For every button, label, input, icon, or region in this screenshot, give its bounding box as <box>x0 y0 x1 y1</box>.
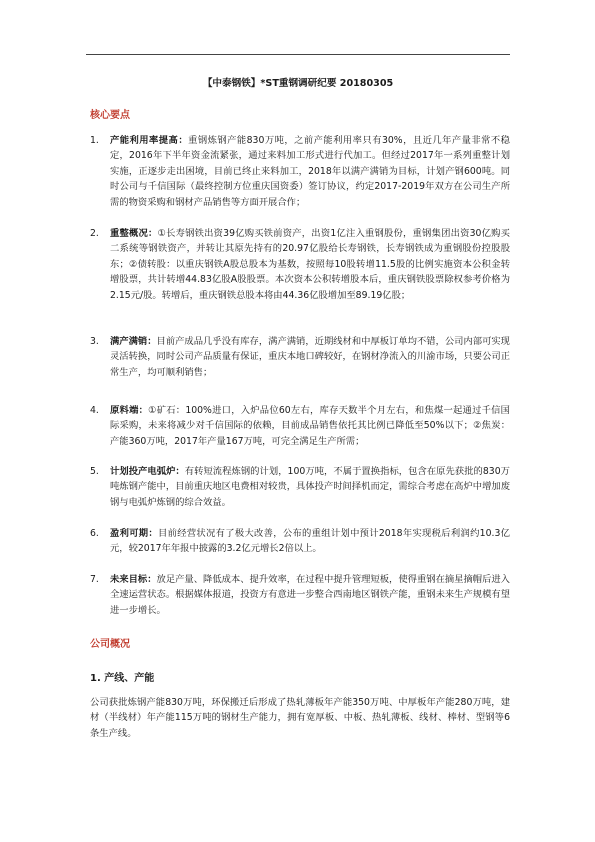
list-item <box>90 572 510 618</box>
item-text <box>110 526 510 557</box>
item-number: 5. <box>90 466 99 477</box>
item-number: 7. <box>90 574 99 585</box>
section-heading-core: 核心要点 <box>90 110 130 121</box>
item-body: 目前产成品几乎没有库存，满产满销，近期线材和中厚板订单均不错，公司内部可实现灵活转换，同时公司产品质量有保证，重庆本地口碑较好，在钢材净流入的川渝市场，只要公司正常生产，均可顺利销售； <box>110 336 510 378</box>
list-item <box>90 464 510 510</box>
section-heading-company: 公司概况 <box>90 639 130 650</box>
item-text <box>110 572 510 618</box>
item-number: 2. <box>90 228 99 239</box>
item-label: 未来目标： <box>110 574 157 585</box>
item-text <box>110 226 510 303</box>
list-item <box>90 133 510 210</box>
subsection-heading: 1. 产线、产能 <box>90 673 155 684</box>
list-item <box>90 334 510 380</box>
item-number: 3. <box>90 336 99 347</box>
item-text <box>110 334 510 380</box>
item-body: 有转短流程炼钢的计划，100万吨，不属于置换指标，包含在原先获批的830万吨炼钢产能中，目前重庆地区电费相对较贵，具体投产时间择机而定，需综合考虑在高炉中增加废钢与电弧炉炼钢的综合效益。 <box>110 466 510 508</box>
item-label: 盈利可期： <box>110 528 159 539</box>
item-body: ①矿石：100%进口，入炉品位60左右，库存天数半个月左右，和焦煤一起通过千信国际采购，未来将减少对千信国际的依赖，目前成品销售依托其比例已降低至50%以下；②焦炭：产能360万吨，2017年产量167万吨，可完全满足生产所需； <box>110 405 510 447</box>
item-text <box>110 464 510 510</box>
list-item <box>90 403 510 449</box>
item-label: 满产满销： <box>110 336 157 347</box>
header-rule <box>86 54 510 55</box>
body-paragraph: 公司获批炼钢产能830万吨，环保搬迁后形成了热轧薄板年产能350万吨、中厚板年产能280万吨，建材（半线材）年产能115万吨的钢材生产能力，拥有宽厚板、中板、热轧薄板、线材、棒材、型钢等6条生产线。 <box>90 697 510 739</box>
item-label: 重整概况： <box>110 228 158 239</box>
item-number: 1. <box>90 135 99 146</box>
document-title: 【中泰钢铁】*ST重钢调研纪要 20180305 <box>202 78 394 89</box>
item-label: 计划投产电弧炉： <box>110 466 185 477</box>
item-body: 重钢炼钢产能830万吨，之前产能利用率只有30%，且近几年产量非常不稳定，2016年下半年资金流紧张，通过来料加工形式进行代加工。但经过2017年一系列重整计划实施，正逐步走出困境，目前已终止来料加工，2018年以满产满销为目标，计划产钢600吨。同时公司与千信国际（最终控制方位重庆国资委）签订协议，约定2017-2019年双方在公司生产所需的物资采购和钢材产品销售等方面开展合作； <box>110 135 510 208</box>
list-item <box>90 226 510 303</box>
item-label: 原料端： <box>110 405 149 416</box>
item-text <box>110 133 510 210</box>
item-body: 放足产量、降低成本、提升效率，在过程中提升管理短板，使得重钢在摘星摘帽后进入全速运营状态。根据媒体报道，投资方有意进一步整合西南地区钢铁产能，重钢未来生产规模有望进一步增长。 <box>110 574 510 616</box>
list-item <box>90 526 510 557</box>
item-body: 目前经营状况有了极大改善，公布的重组计划中预计2018年实现税后利润约10.3亿元，较2017年年报中披露的3.2亿元增长2倍以上。 <box>110 528 510 555</box>
item-label: 产能利用率提高： <box>110 135 189 146</box>
item-number: 4. <box>90 405 99 416</box>
item-body: ①长寿钢铁出资39亿购买铁前资产，出资1亿注入重钢股份，重钢集团出资30亿购买二系统等钢铁资产，并转让其原先持有的20.97亿股给长寿钢铁，长寿钢铁成为重钢股份控股股东；②债转股：以重庆钢铁A股总股本为基数，按照每10股转增11.5股的比例实施资本公积金转增股票，共计转增44.83亿股A股股票。本次资本公积转增股本后，重庆钢铁股票除权参考价格为2.15元/股。转增后，重庆钢铁总股本将由44.36亿股增加至89.19亿股； <box>110 228 510 301</box>
item-text <box>110 403 510 449</box>
item-number: 6. <box>90 528 99 539</box>
